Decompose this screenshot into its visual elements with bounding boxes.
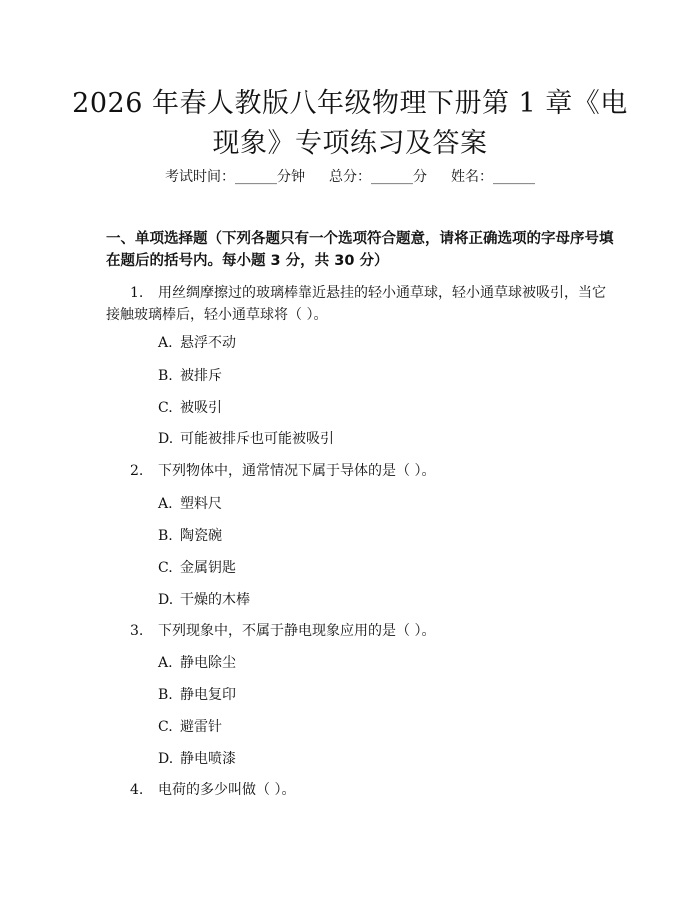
question-3-option-a	[158, 653, 236, 673]
question-2-stem	[130, 461, 435, 481]
option-text: 静电除尘	[180, 655, 236, 671]
option-letter: C.	[158, 560, 173, 576]
question-2-option-d	[158, 590, 250, 610]
question-3-option-d	[158, 749, 236, 769]
option-letter: A.	[158, 496, 173, 512]
question-3-option-c	[158, 717, 222, 737]
name-field: 姓名：______	[451, 169, 535, 185]
option-letter: A.	[158, 655, 173, 671]
question-2-option-b	[158, 526, 222, 546]
question-text: 下列物体中，通常情况下属于导体的是（ ）。	[158, 463, 436, 479]
option-text: 陶瓷碗	[180, 528, 222, 544]
question-number: 4.	[130, 782, 144, 798]
question-1-option-c	[158, 398, 222, 418]
question-number: 1.	[130, 285, 144, 301]
option-text: 避雷针	[180, 719, 222, 735]
question-1-stem	[130, 283, 606, 303]
question-1-stem-continued: 接触玻璃棒后，轻小通草球将（ ）。	[106, 307, 328, 323]
question-text: 下列现象中，不属于静电现象应用的是（ ）。	[158, 623, 436, 639]
question-1-option-d	[158, 429, 334, 449]
option-letter: B.	[158, 528, 173, 544]
option-text: 塑料尺	[180, 496, 222, 512]
question-text: 用丝绸摩擦过的玻璃棒靠近悬挂的轻小通草球，轻小通草球被吸引，当它	[158, 285, 606, 301]
document-title-line-2: 现象》专项练习及答案	[212, 128, 488, 159]
option-letter: B.	[158, 368, 173, 384]
option-text: 可能被排斥也可能被吸引	[180, 431, 334, 447]
option-text: 干燥的木棒	[180, 592, 250, 608]
option-text: 静电复印	[180, 687, 236, 703]
total-score-field: 总分：______分	[329, 169, 427, 185]
option-letter: D.	[158, 751, 174, 767]
question-2-option-c	[158, 558, 236, 578]
section-heading-line-2: 在题后的括号内。每小题 3 分，共 30 分）	[106, 253, 389, 269]
question-2-option-a	[158, 494, 222, 514]
question-number: 2.	[130, 463, 144, 479]
question-1-option-a	[158, 333, 236, 353]
option-letter: A.	[158, 335, 173, 351]
option-text: 被吸引	[180, 400, 222, 416]
exam-time-field: 考试时间：______分钟	[165, 169, 305, 185]
question-3-option-b	[158, 685, 236, 705]
question-1-option-b	[158, 366, 222, 386]
question-text: 电荷的多少叫做（ ）。	[158, 782, 296, 798]
option-text: 静电喷漆	[180, 751, 236, 767]
option-letter: C.	[158, 719, 173, 735]
option-letter: D.	[158, 431, 174, 447]
option-text: 悬浮不动	[180, 335, 236, 351]
question-4-stem	[130, 780, 295, 800]
exam-info	[0, 167, 700, 187]
section-heading-line-1: 一、单项选择题（下列各题只有一个选项符合题意，请将正确选项的字母序号填	[106, 231, 614, 247]
document-title-line-1: 2026 年春人教版八年级物理下册第 1 章《电	[72, 88, 628, 119]
option-letter: B.	[158, 687, 173, 703]
option-letter: C.	[158, 400, 173, 416]
option-text: 金属钥匙	[180, 560, 236, 576]
option-text: 被排斥	[180, 368, 222, 384]
question-number: 3.	[130, 623, 144, 639]
question-3-stem	[130, 621, 435, 641]
option-letter: D.	[158, 592, 174, 608]
